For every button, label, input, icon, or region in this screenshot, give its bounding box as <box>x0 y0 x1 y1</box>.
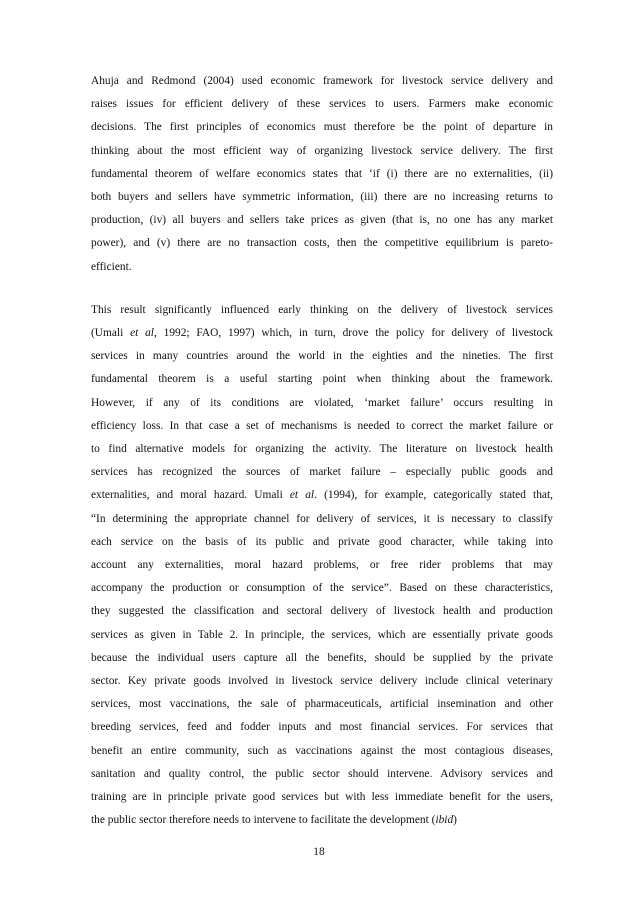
paragraph-spacer <box>91 279 553 299</box>
text-run: , 1992; FAO, 1997) which, in turn, drove the policy for delivery of livestock <box>153 327 553 340</box>
text-line: services, most vaccinations, the sale of pharmaceuticals, artificial insemination and other <box>91 698 553 711</box>
text-line: accompany the production or consumption of the service”. Based on these characteristics, <box>91 582 553 595</box>
text-line: services in many countries around the world in the eighties and the nineties. The first <box>91 350 553 363</box>
text-line: because the individual users capture all the benefits, should be supplied by the private <box>91 651 553 664</box>
text-line: to find alternative models for organizing the activity. The literature on livestock health <box>91 443 553 456</box>
body-text <box>91 70 553 833</box>
text-line <box>91 484 553 507</box>
text-line: services has recognized the sources of market failure – especially public goods and <box>91 466 553 479</box>
text-line: sector. Key private goods involved in livestock service delivery include clinical veterinary <box>91 675 553 688</box>
text-line <box>91 322 553 345</box>
text-line: each service on the basis of its public and private good character, while taking into <box>91 535 553 548</box>
text-line <box>91 809 553 832</box>
italic-citation: ibid <box>435 814 454 827</box>
text-line: efficiency loss. In that case a set of mechanisms is needed to correct the market failure or <box>91 419 553 432</box>
text-line: training are in principle private good services but with less immediate benefit for the users, <box>91 791 553 804</box>
text-line: they suggested the classification and sectoral delivery of livestock health and production <box>91 605 553 618</box>
text-line: “In determining the appropriate channel for delivery of services, it is necessary to classify <box>91 512 553 525</box>
text-line: benefit an entire community, such as vaccinations against the most contagious diseases, <box>91 744 553 757</box>
text-run: (Umali <box>91 327 131 340</box>
text-line: production, (iv) all buyers and sellers take prices as given (that is, no one has any market <box>91 214 553 227</box>
text-run: . (1994), for example, categorically stated that, <box>314 489 553 502</box>
paragraph-1 <box>91 70 553 279</box>
text-run: the public sector therefore needs to intervene to facilitate the development ( <box>91 814 436 827</box>
text-line: breeding services, feed and fodder inputs and most financial services. For services that <box>91 721 553 734</box>
text-line: decisions. The first principles of economics must therefore be the point of departure in <box>91 121 553 134</box>
text-line: fundamental theorem is a useful starting point when thinking about the framework. <box>91 373 553 386</box>
paragraph-2 <box>91 299 553 833</box>
italic-citation: et al <box>130 327 154 340</box>
text-run: externalities, and moral hazard. Umali <box>91 489 290 502</box>
text-line: account any externalities, moral hazard problems, or free rider problems that may <box>91 559 553 572</box>
page-number: 18 <box>313 846 325 858</box>
text-line: However, if any of its conditions are violated, ‘market failure’ occurs resulting in <box>91 396 553 409</box>
italic-citation: et al <box>289 489 315 502</box>
text-line: This result significantly influenced early thinking on the delivery of livestock services <box>91 303 553 316</box>
text-line: services as given in Table 2. In principle, the services, which are essentially private goods <box>91 628 553 641</box>
text-line: efficient. <box>91 260 132 273</box>
text-line: Ahuja and Redmond (2004) used economic framework for livestock service delivery and <box>91 75 553 87</box>
text-line: sanitation and quality control, the public sector should intervene. Advisory services and <box>91 767 553 780</box>
text-line: fundamental theorem of welfare economics states that ‘if (i) there are no externalities, (ii) <box>91 167 553 180</box>
text-line: thinking about the most efficient way of organizing livestock service delivery. The first <box>91 144 553 157</box>
text-line: raises issues for efficient delivery of these services to users. Farmers make economic <box>91 98 553 111</box>
text-line: both buyers and sellers have symmetric information, (iii) there are no increasing returns to <box>91 191 553 204</box>
text-run: ) <box>453 814 457 827</box>
text-line: power), and (v) there are no transaction costs, then the competitive equilibrium is pareto- <box>91 237 553 250</box>
